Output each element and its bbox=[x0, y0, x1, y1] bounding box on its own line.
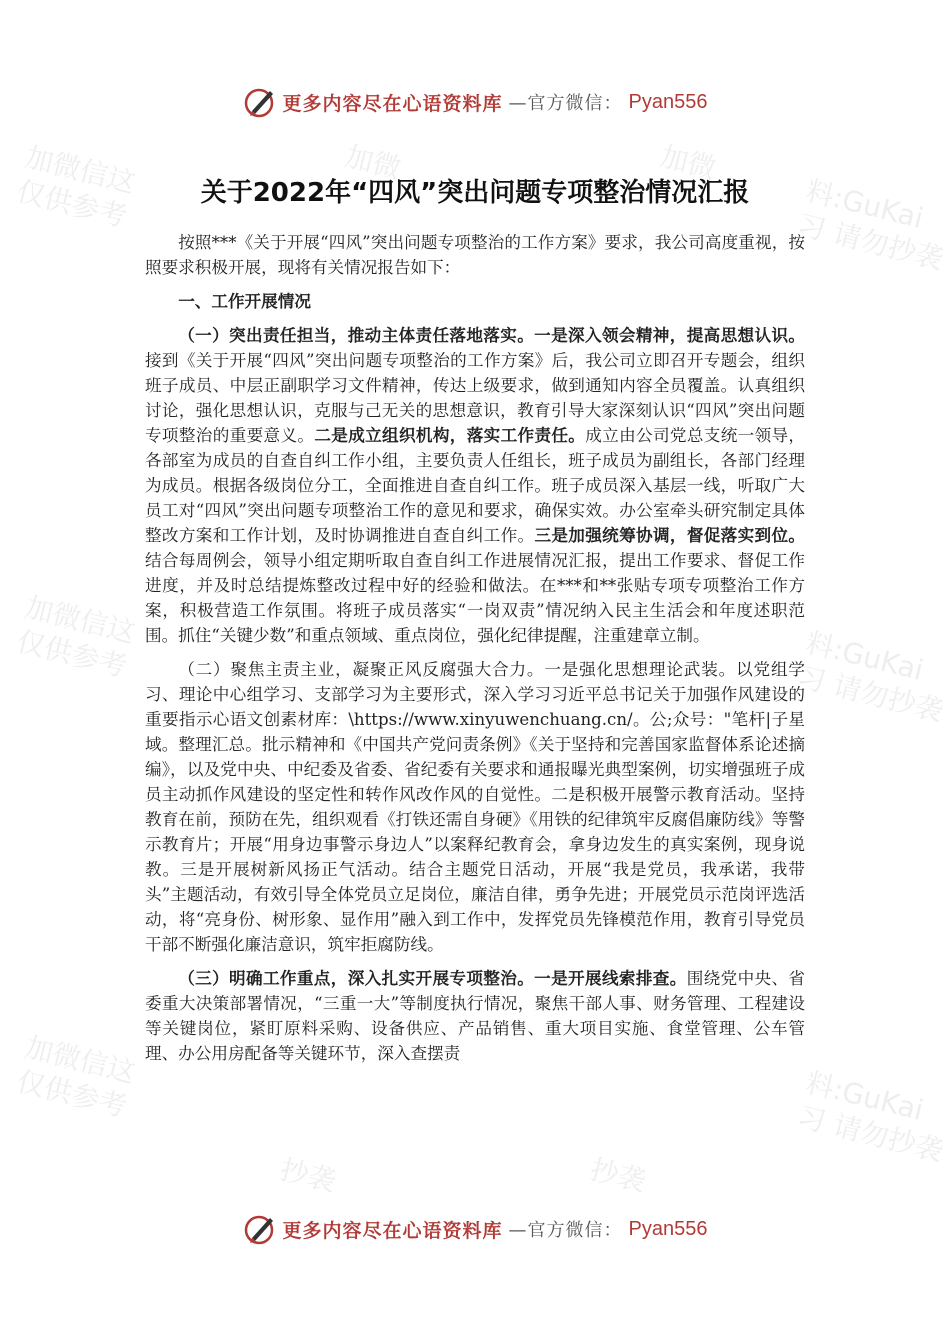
footer-banner bbox=[0, 1209, 950, 1249]
para3-point1-title: 一是开展线索排查。 bbox=[534, 968, 687, 988]
watermark-left-3 bbox=[13, 1029, 139, 1124]
para1-point2-title: 二是成立组织机构，落实工作责任。 bbox=[314, 425, 586, 445]
header-banner bbox=[0, 82, 950, 122]
watermark-text: 加微 bbox=[341, 139, 405, 186]
pen-logo-icon bbox=[243, 1212, 277, 1246]
document-body bbox=[145, 230, 805, 1066]
watermark-text: 料:GuKai 习 请勿抄袭 bbox=[793, 625, 947, 729]
watermark-text: 抄袭 bbox=[586, 1152, 650, 1199]
watermark-bottom-2 bbox=[587, 1152, 650, 1200]
watermark-left-2 bbox=[13, 589, 139, 684]
para3-point1-text: 围绕党中央、省委重大决策部署情况，“三重一大”等制度执行情况，聚焦干部人事、财务管理、工程建设等关键岗位，紧盯原料采购、设备供应、产品销售、重大项目实施、食堂管理、公车管理、办公用房配备等关键环节，深入查摆责 bbox=[145, 969, 806, 1063]
para1-heading: （一）突出责任担当，推动主体责任落地落实。 bbox=[178, 325, 535, 345]
banner-wechat-id: Pyan556 bbox=[628, 1217, 708, 1240]
intro-paragraph: 按照***《关于开展“四风”突出问题专项整治的工作方案》要求，我公司高度重视，按照要求积极开展，现将有关情况报告如下： bbox=[145, 233, 805, 277]
watermark-text: 料:GuKai 习 请勿抄袭 bbox=[793, 1065, 947, 1169]
para1-point3-title: 三是加强统筹协调，督促落实到位。 bbox=[534, 525, 806, 545]
paragraph-one bbox=[145, 323, 805, 648]
para1-point1-text: 接到《关于开展“四风”突出问题专项整治的工作方案》后，我公司立即召开专题会，组织班子成员、中层正副职学习文件精神，传达上级要求，做到通知内容全员覆盖。认真组织讨论，强化思想认识，克服与己无关的思想意识，教育引导大家深刻认识“四风”突出问题专项整治的重要意义。 bbox=[145, 351, 805, 445]
pen-logo-icon bbox=[243, 85, 277, 119]
para1-point3-text: 结合每周例会，领导小组定期听取自查自纠工作进展情况汇报，提出工作要求、督促工作进度，并及时总结提炼整改过程中好的经验和做法。在***和**张贴专项专项整治工作方案，积极营造工作氛围。将班子成员落实“一岗双责”情况纳入民主生活会和年度述职范围。抓住“关键少数”和重点领域、重点岗位，强化纪律提醒，注重建章立制。 bbox=[145, 551, 805, 645]
para3-heading: （三）明确工作重点，深入扎实开展专项整治。 bbox=[178, 968, 535, 988]
banner-wechat-id: Pyan556 bbox=[628, 90, 708, 113]
watermark-text: 加微信这 仅供参考 bbox=[13, 140, 139, 234]
section-heading: 一、工作开展情况 bbox=[178, 291, 311, 311]
watermark-text: 加微信这 仅供参考 bbox=[13, 1030, 139, 1124]
paragraph-two: （二）聚焦主责主业，凝聚正风反腐强大合力。一是强化思想理论武装。以党组学习、理论中心组学习、支部学习为主要形式，深入学习习近平总书记关于加强作风建设的重要指示心语文创素材库：\https://www.xinyuwenchuang.cn/。公;众号："笔杆|子星域。整理汇总。批示精神和《中国共产党问责条例》《关于坚持和完善国家监督体系论述摘编》，以及党中央、中纪委及省委、省纪委有关要求和通报曝光典型案例，切实增强班子成员主动抓作风建设的坚定性和转作风改作风的自觉性。二是积极开展警示教育活动。坚持教育在前，预防在先，组织观看《打铁还需自身硬》《用铁的纪律筑牢反腐倡廉防线》等警示教育片；开展“用身边事警示身边人”以案释纪教育会，拿身边发生的真实案例，现身说教。三是开展树新风扬正气活动。结合主题党日活动，开展“我是党员，我承诺，我带头”主题活动，有效引导全体党员立足岗位，廉洁自律，勇争先进；开展党员示范岗评选活动，将“亮身份、树形象、显作用”融入到工作中，发挥党员先锋模范作用，教育引导党员干部不断强化廉洁意识，筑牢拒腐防线。 bbox=[145, 660, 805, 954]
watermark-right-3 bbox=[794, 1065, 950, 1169]
para1-point2-text: 成立由公司党总支统一领导，各部室为成员的自查自纠工作小组，主要负责人任组长，班子成员为副组长，各部门经理为成员。根据各级岗位分工，全面推进自查自纠工作。班子成员深入基层一线，听取广大员工对“四风”突出问题专项整治工作的意见和要求，确保实效。办公室牵头研究制定具体整改方案和工作计划，及时协调推进自查自纠工作。 bbox=[145, 426, 806, 545]
paragraph-three bbox=[145, 966, 805, 1066]
banner-text: 更多内容尽在心语资料库 bbox=[282, 92, 503, 115]
para1-point1-title: 一是深入领会精神，提高思想认识。 bbox=[534, 325, 806, 345]
watermark-text: 抄袭 bbox=[276, 1152, 340, 1199]
watermark-right-2 bbox=[794, 625, 950, 729]
banner-text: 更多内容尽在心语资料库 bbox=[282, 1219, 503, 1242]
watermark-text: 加微 bbox=[656, 139, 720, 186]
watermark-bottom-1 bbox=[277, 1152, 340, 1200]
watermark-text: 加微信这 仅供参考 bbox=[13, 590, 139, 684]
banner-separator: —官方微信： bbox=[508, 93, 623, 114]
document-title: 关于2022年“四风”突出问题专项整治情况汇报 bbox=[200, 178, 750, 208]
watermark-text: 料:GuKai 习 请勿抄袭 bbox=[793, 173, 947, 277]
banner-separator: —官方微信： bbox=[508, 1220, 623, 1241]
